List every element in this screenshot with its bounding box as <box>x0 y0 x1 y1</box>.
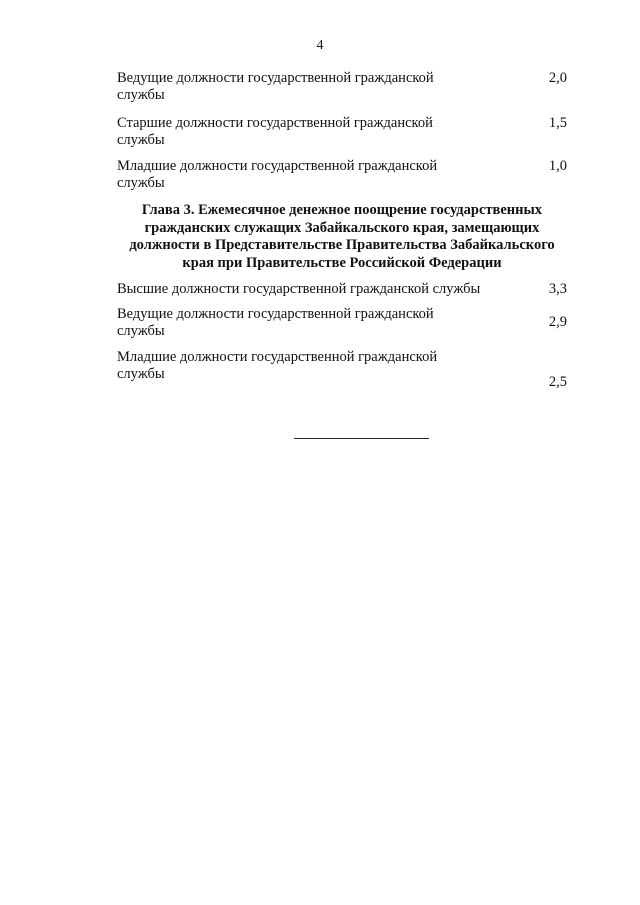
coefficient-value: 2,5 <box>548 374 567 390</box>
position-label: Младшие должности государственной гражданской службы <box>117 349 438 382</box>
coefficient-value: 2,9 <box>548 314 567 330</box>
page-number: 4 <box>316 38 324 53</box>
chapter-heading: Глава 3. Ежемесячное денежное поощрение государственных гражданских служащих Забайкальского края, замещающих должности в Представительстве Правительства Забайкальского края при Правительстве Российской Федерации <box>129 202 555 271</box>
position-label: Старшие должности государственной гражданской службы <box>117 115 433 148</box>
end-divider <box>294 438 429 439</box>
position-label: Младшие должности государственной гражданской службы <box>117 158 438 191</box>
coefficient-value: 1,0 <box>548 158 567 174</box>
coefficient-value: 3,3 <box>548 281 567 297</box>
position-label: Ведущие должности государственной гражданской службы <box>117 70 434 103</box>
position-label: Ведущие должности государственной гражданской службы <box>117 306 434 339</box>
position-label: Высшие должности государственной гражданской службы <box>117 281 481 297</box>
coefficient-value: 1,5 <box>548 115 567 131</box>
coefficient-value: 2,0 <box>548 70 567 86</box>
